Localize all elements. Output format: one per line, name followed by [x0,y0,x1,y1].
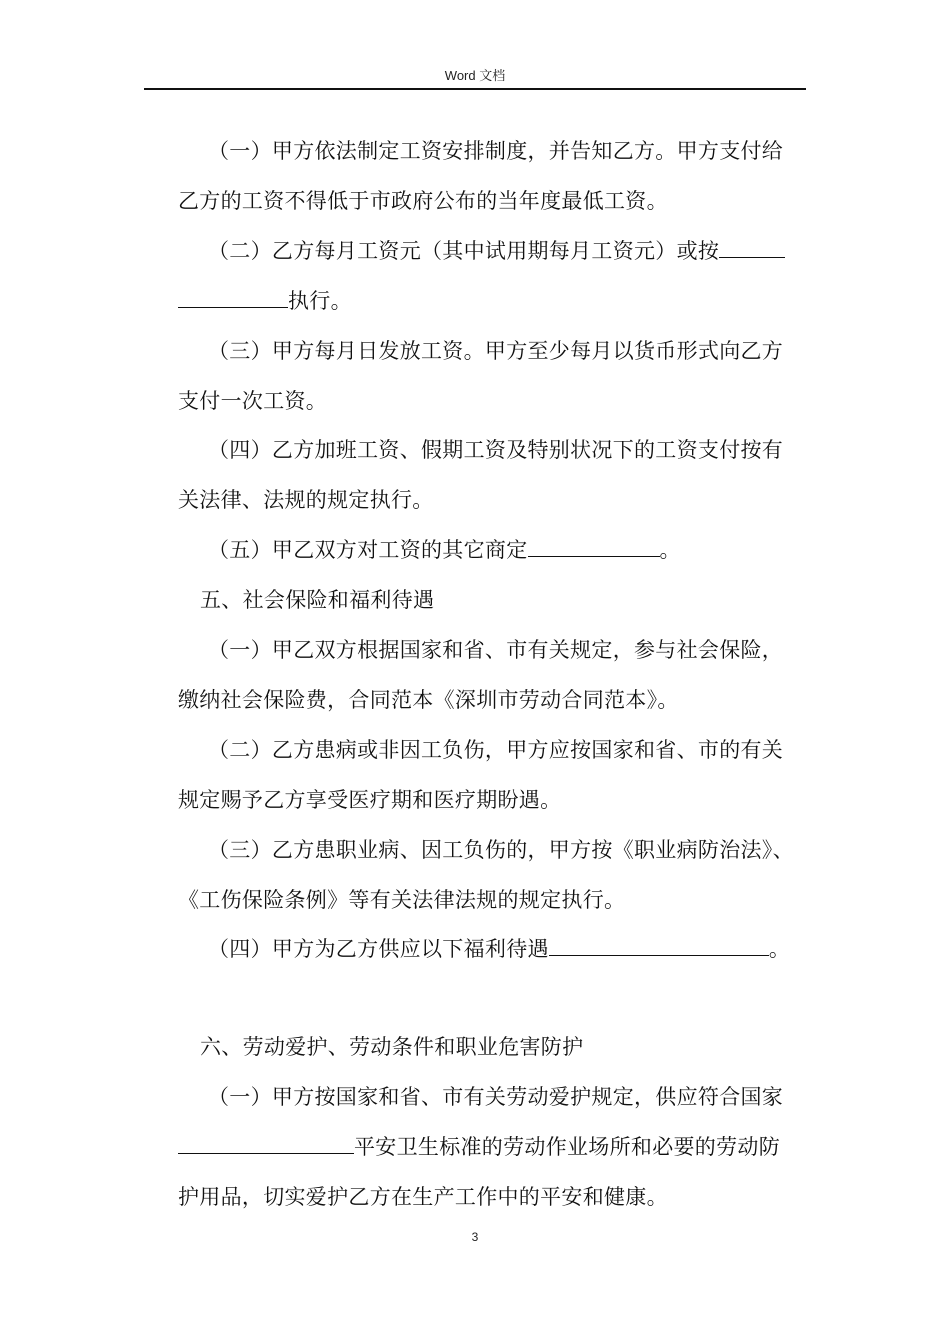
paragraph-text: （四）甲方为乙方供应以下福利待遇 [208,937,549,961]
paragraph-line: （一）甲乙双方根据国家和省、市有关规定，参与社会保险， [208,638,784,662]
paragraph-line: （三）甲方每月日发放工资。甲方至少每月以货币形式向乙方 [208,339,784,363]
fill-blank [178,1133,354,1154]
paragraph-line: （二）乙方患病或非因工负伤，甲方应按国家和省、市的有关 [208,738,784,762]
paragraph-text: 平安卫生标准的劳动作业场所和必要的劳动防 [354,1135,780,1159]
paragraph-text: 执行。 [288,289,352,313]
paragraph-line: 护用品，切实爱护乙方在生产工作中的平安和健康。 [178,1185,668,1209]
paragraph-line: 支付一次工资。 [178,389,328,413]
paragraph-line [178,287,352,315]
header-rule [144,88,806,90]
paragraph-line [208,935,790,963]
paragraph-text: 。 [659,538,681,562]
paragraph-line: （三）乙方患职业病、因工负伤的，甲方按《职业病防治法》、 [208,838,794,862]
page-number: 3 [471,1230,479,1244]
paragraph-line: 缴纳社会保险费，合同范本《深圳市劳动合同范本》。 [178,688,679,712]
paragraph-line: （一）甲方按国家和省、市有关劳动爱护规定，供应符合国家 [208,1085,784,1109]
paragraph-text: 。 [768,937,791,961]
section-heading: 五、社会保险和福利待遇 [200,588,435,612]
paragraph-line: 关法律、法规的规定执行。 [178,488,434,512]
fill-blank [178,287,288,308]
paragraph-text: （五）甲乙双方对工资的其它商定 [208,538,528,562]
paragraph-line: 《工伤保险条例》等有关法律法规的规定执行。 [178,888,626,912]
fill-blank [719,237,785,258]
fill-blank [549,935,769,956]
fill-blank [528,536,660,557]
paragraph-text: （二）乙方每月工资元（其中试用期每月工资元）或按 [208,239,720,263]
paragraph-line [208,536,681,564]
page-header-title: Word 文档 [444,68,506,83]
paragraph-line: （四）乙方加班工资、假期工资及特别状况下的工资支付按有 [208,438,784,462]
paragraph-line: （一）甲方依法制定工资安排制度，并告知乙方。甲方支付给 [208,139,784,163]
paragraph-line: 乙方的工资不得低于市政府公布的当年度最低工资。 [178,189,668,213]
paragraph-line [208,237,785,265]
section-heading: 六、劳动爱护、劳动条件和职业危害防护 [200,1035,584,1059]
paragraph-line [178,1133,780,1161]
paragraph-line: 规定赐予乙方享受医疗期和医疗期盼遇。 [178,788,562,812]
